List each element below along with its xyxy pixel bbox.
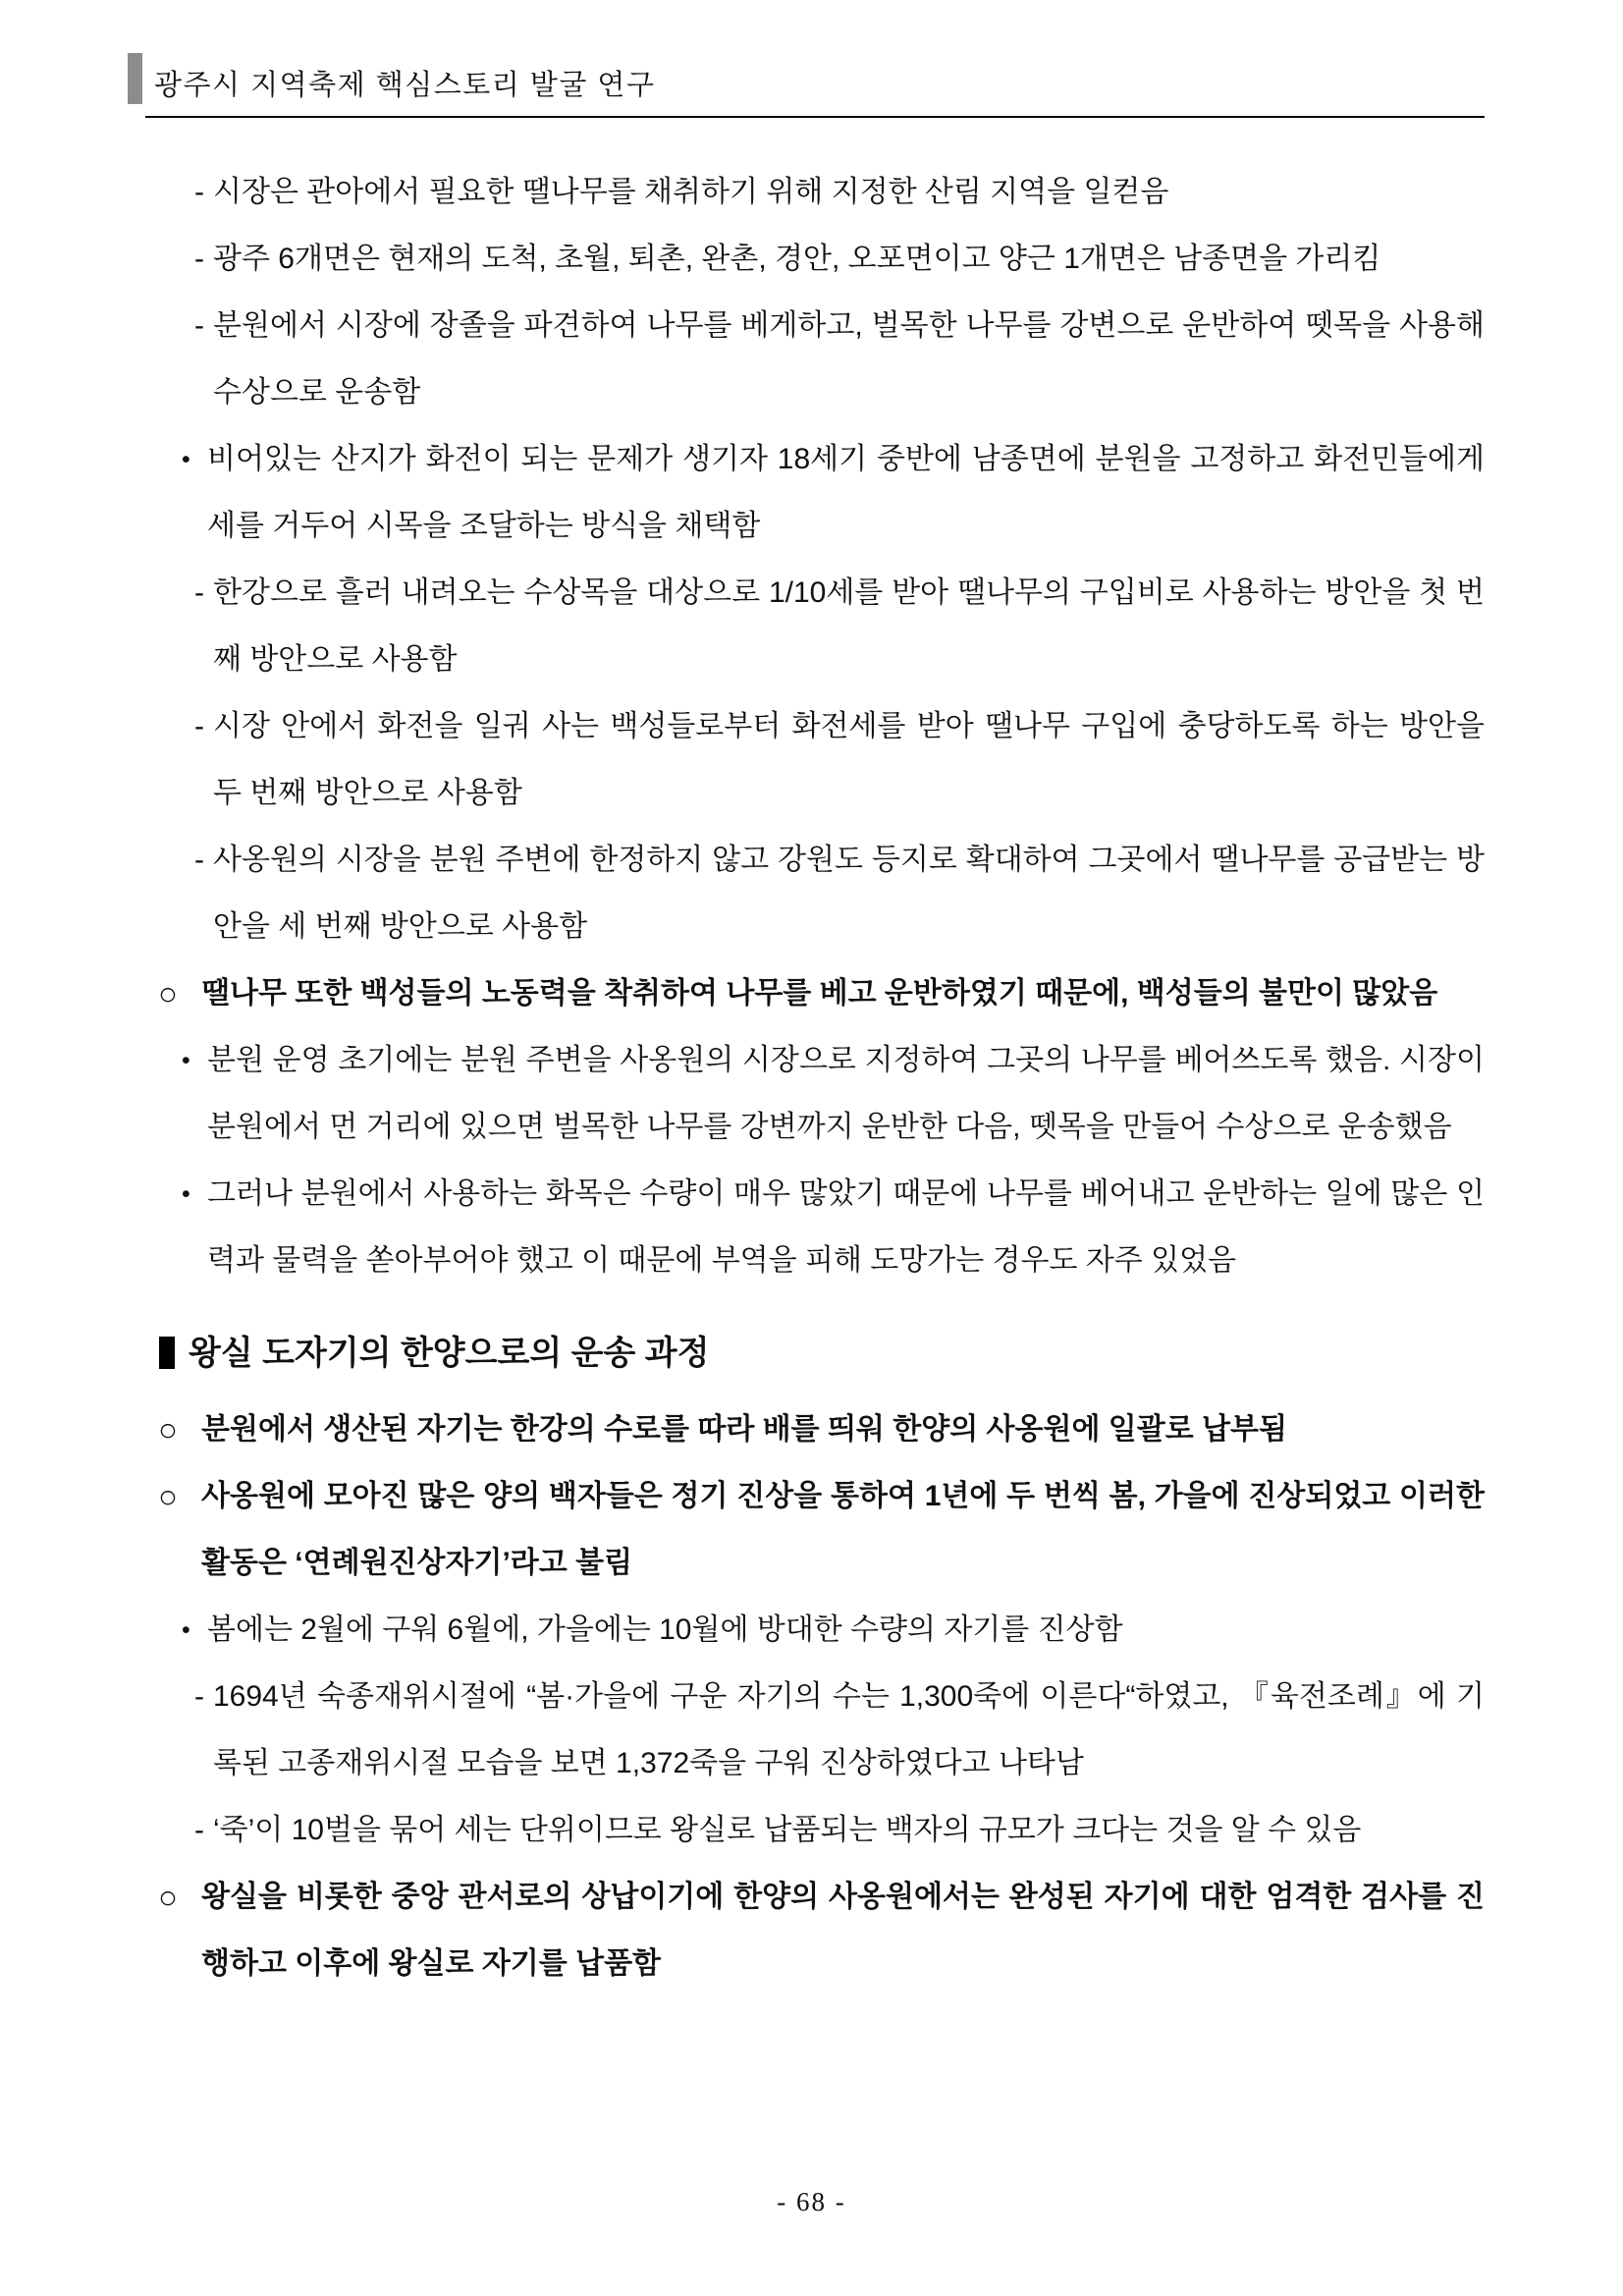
item-text: ‘죽’이 10벌을 묶어 세는 단위이므로 왕실로 납품되는 백자의 규모가 크다는 것을 알 수 있음 — [213, 1814, 1362, 1846]
content-list — [157, 159, 1485, 1997]
list-item — [157, 159, 1485, 226]
item-text: 분원에서 시장에 장졸을 파견하여 나무를 베게하고, 벌목한 나무를 강변으로 운반하여 뗏목을 사용해 수상으로 운송함 — [213, 309, 1485, 409]
list-item — [157, 1161, 1485, 1294]
item-text: 시장은 관아에서 필요한 땔나무를 채취하기 위해 지정한 산림 지역을 일컫음 — [213, 176, 1169, 208]
circle-marker-icon: ○ — [158, 1411, 178, 1448]
list-item — [157, 1396, 1485, 1463]
item-text: 광주 6개면은 현재의 도척, 초월, 퇴촌, 완촌, 경안, 오포면이고 양근 1개면은 남종면을 가리킴 — [213, 243, 1381, 275]
list-item — [157, 693, 1485, 827]
dash-marker-icon: - — [194, 1814, 204, 1846]
list-item — [157, 827, 1485, 960]
item-text: 사옹원의 시장을 분원 주변에 한정하지 않고 강원도 등지로 확대하여 그곳에서 땔나무를 공급받는 방안을 세 번째 방안으로 사용함 — [213, 844, 1485, 943]
heading-marker-icon — [159, 1337, 175, 1369]
item-text: 봄에는 2월에 구워 6월에, 가을에는 10월에 방대한 수량의 자기를 진상함 — [207, 1613, 1123, 1646]
list-item — [157, 960, 1485, 1027]
dash-marker-icon: - — [194, 1680, 204, 1713]
item-text: 왕실을 비롯한 중앙 관서로의 상납이기에 한양의 사옹원에서는 완성된 자기에 대한 엄격한 검사를 진행하고 이후에 왕실로 자기를 납품함 — [201, 1881, 1485, 1980]
item-text: 한강으로 흘러 내려오는 수상목을 대상으로 1/10세를 받아 땔나무의 구입비로 사용하는 방안을 첫 번째 방안으로 사용함 — [213, 576, 1485, 676]
item-text: 왕실 도자기의 한양으로의 운송 과정 — [189, 1335, 710, 1372]
dash-marker-icon: - — [194, 844, 204, 876]
item-text: 땔나무 또한 백성들의 노동력을 착취하여 나무를 베고 운반하였기 때문에, 백성들의 불만이 많았음 — [201, 977, 1438, 1010]
list-item — [157, 1597, 1485, 1664]
header-bar-icon — [128, 53, 142, 104]
item-text: 시장 안에서 화전을 일궈 사는 백성들로부터 화전세를 받아 땔나무 구입에 충당하도록 하는 방안을 두 번째 방안으로 사용함 — [213, 710, 1485, 809]
item-text: 그러나 분원에서 사용하는 화목은 수량이 매우 많았기 때문에 나무를 베어내고 운반하는 일에 많은 인력과 물력을 쏟아부어야 했고 이 때문에 부역을 피해 도망가는 경우도 자주 있었음 — [207, 1177, 1485, 1277]
dash-marker-icon: - — [194, 309, 204, 342]
list-item — [157, 1797, 1485, 1864]
running-header — [128, 51, 1485, 120]
list-item — [157, 560, 1485, 693]
dash-marker-icon: - — [194, 710, 204, 742]
circle-marker-icon: ○ — [158, 975, 178, 1011]
document-title: 광주시 지역축제 핵심스토리 발굴 연구 — [154, 70, 656, 101]
list-item — [157, 293, 1485, 426]
section-heading — [157, 1322, 1485, 1385]
list-item — [157, 226, 1485, 293]
list-item — [157, 1027, 1485, 1161]
bullet-marker-icon: • — [182, 1180, 190, 1208]
list-item — [157, 1463, 1485, 1597]
item-text: 분원 운영 초기에는 분원 주변을 사옹원의 시장으로 지정하여 그곳의 나무를 베어쓰도록 했음. 시장이 분원에서 먼 거리에 있으면 벌목한 나무를 강변까지 운반한 다음, 뗏목을 만들어 수상으로 운송했음 — [207, 1044, 1485, 1143]
list-item — [157, 426, 1485, 560]
bullet-marker-icon: • — [182, 446, 190, 473]
item-text: 비어있는 산지가 화전이 되는 문제가 생기자 18세기 중반에 남종면에 분원을 고정하고 화전민들에게 세를 거두어 시목을 조달하는 방식을 채택함 — [207, 443, 1485, 542]
circle-marker-icon: ○ — [158, 1478, 178, 1514]
dash-marker-icon: - — [194, 576, 204, 609]
bullet-marker-icon: • — [182, 1047, 190, 1074]
dash-marker-icon: - — [194, 243, 204, 275]
item-text: 1694년 숙종재위시절에 “봄·가을에 구운 자기의 수는 1,300죽에 이른다“하였고, 『육전조례』에 기록된 고종재위시절 모습을 보면 1,372죽을 구워 진상하였다고 나타남 — [213, 1680, 1485, 1779]
dash-marker-icon: - — [194, 176, 204, 208]
page-number: - 68 - — [777, 2187, 846, 2216]
item-text: 사옹원에 모아진 많은 양의 백자들은 정기 진상을 통하여 1년에 두 번씩 봄, 가을에 진상되었고 이러한 활동은 ‘연례원진상자기’라고 불림 — [201, 1480, 1485, 1579]
item-text: 분원에서 생산된 자기는 한강의 수로를 따라 배를 띄워 한양의 사옹원에 일괄로 납부됨 — [201, 1413, 1287, 1446]
list-item — [157, 1864, 1485, 1997]
list-item — [157, 1664, 1485, 1797]
bullet-marker-icon: • — [182, 1616, 190, 1644]
header-rule — [145, 116, 1485, 118]
circle-marker-icon: ○ — [158, 1879, 178, 1915]
